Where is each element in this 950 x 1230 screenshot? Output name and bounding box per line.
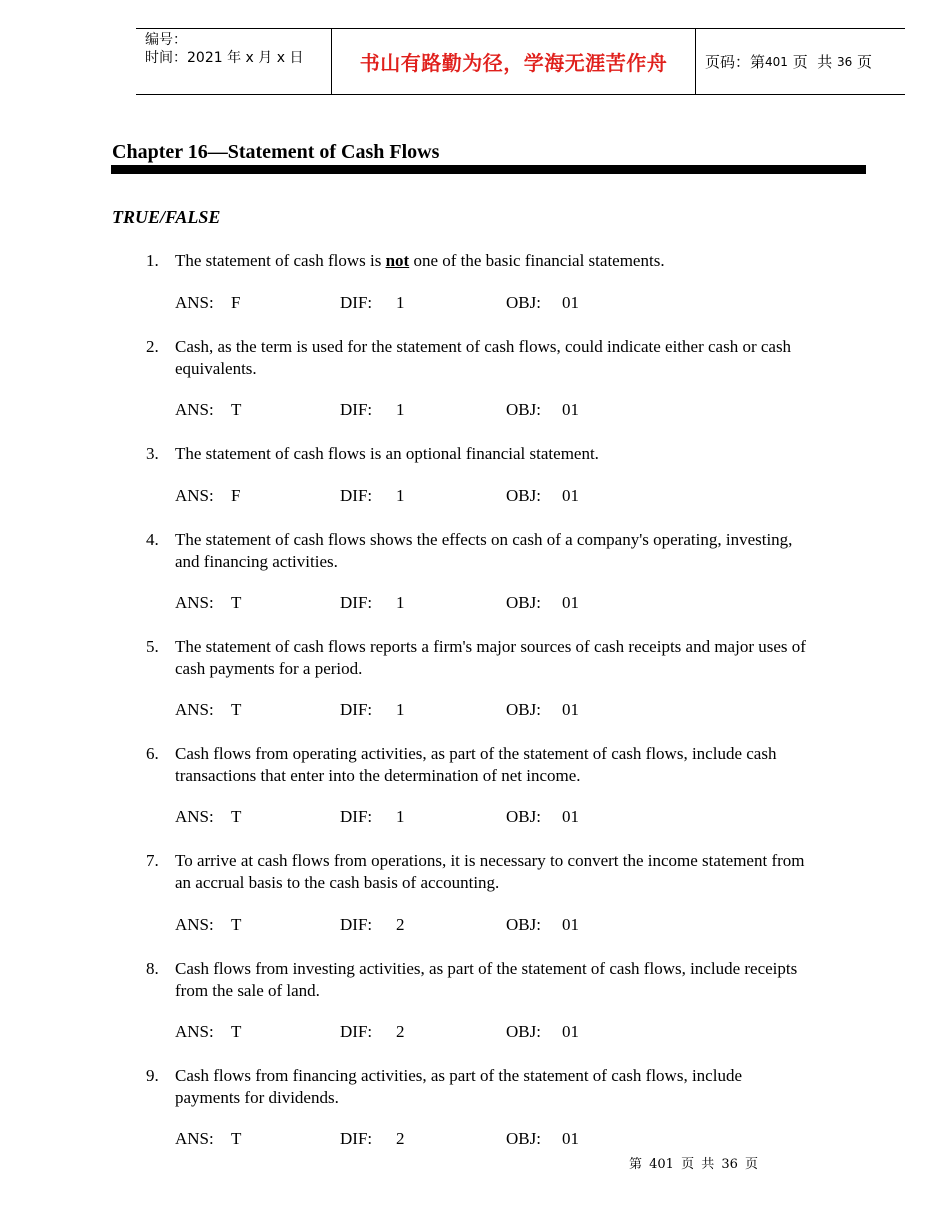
- dif-value: 2: [396, 1129, 405, 1148]
- question-number: 7.: [146, 851, 159, 870]
- question-number: 4.: [146, 530, 159, 549]
- dif-label: DIF:: [340, 293, 373, 312]
- question-number: 1.: [146, 251, 159, 270]
- question-line: Cash flows from operating activities, as part of the statement of cash flows, include cash: [175, 744, 777, 763]
- ans-label: ANS:: [175, 1022, 214, 1041]
- answer-row-6: [0, 807, 950, 829]
- question-text-part: one of the basic financial statements.: [409, 251, 665, 270]
- question-text: [175, 443, 870, 465]
- dif-value: 1: [396, 293, 405, 312]
- question-line: Cash flows from investing activities, as part of the statement of cash flows, include receipts: [175, 959, 798, 978]
- page-suffix: 页: [852, 53, 873, 71]
- question-line: The statement of cash flows is an optional financial statement.: [175, 444, 599, 463]
- question-line: To arrive at cash flows from operations, it is necessary to convert the income statement from: [175, 851, 805, 870]
- obj-label: OBJ:: [506, 915, 541, 934]
- question-line: Cash flows from financing activities, as part of the statement of cash flows, include: [175, 1066, 742, 1085]
- question-line: from the sale of land.: [175, 980, 320, 1000]
- question-line: The statement of cash flows reports a firm's major sources of cash receipts and major uses of: [175, 637, 806, 656]
- ans-value: T: [231, 1129, 242, 1148]
- question-text: [175, 743, 870, 786]
- answer-row-8: [0, 1022, 950, 1044]
- question-text-part: The statement of cash flows is: [175, 251, 386, 270]
- question-number: 5.: [146, 637, 159, 656]
- obj-value: 01: [562, 1022, 579, 1041]
- dif-value: 1: [396, 593, 405, 612]
- ans-value: T: [231, 1022, 242, 1041]
- question-text: [175, 958, 870, 1001]
- ans-value: F: [231, 293, 241, 312]
- ans-label: ANS:: [175, 915, 214, 934]
- page-mid: 页 共: [787, 53, 837, 71]
- ans-label: ANS:: [175, 807, 214, 826]
- question-line: equivalents.: [175, 358, 257, 378]
- question-line: and financing activities.: [175, 551, 338, 571]
- answer-row-2: [0, 400, 950, 422]
- dif-value: 2: [396, 1022, 405, 1041]
- answer-row-9: [0, 1129, 950, 1151]
- question-text: [175, 1065, 870, 1108]
- ans-label: ANS:: [175, 486, 214, 505]
- dif-value: 1: [396, 400, 405, 419]
- document-header: [136, 28, 905, 95]
- time-label: 时间：2021 年 x 月 x 日: [145, 50, 304, 66]
- question-text: [175, 336, 870, 379]
- dif-value: 2: [396, 915, 405, 934]
- question-emphasis: not: [385, 251, 410, 270]
- obj-value: 01: [562, 915, 579, 934]
- dif-value: 1: [396, 700, 405, 719]
- ans-value: T: [231, 700, 242, 719]
- question-line: transactions that enter into the determination of net income.: [175, 765, 581, 785]
- question-number: 6.: [146, 744, 159, 763]
- header-info-cell: [136, 29, 332, 94]
- question-text: [175, 636, 870, 679]
- ans-label: ANS:: [175, 593, 214, 612]
- obj-value: 01: [562, 1129, 579, 1148]
- obj-value: 01: [562, 293, 579, 312]
- question-text: [175, 850, 870, 893]
- ans-value: T: [231, 807, 242, 826]
- section-title: TRUE/FALSE: [112, 207, 221, 227]
- dif-label: DIF:: [340, 1022, 373, 1041]
- obj-label: OBJ:: [506, 807, 541, 826]
- obj-label: OBJ:: [506, 1022, 541, 1041]
- dif-label: DIF:: [340, 486, 373, 505]
- serial-number-label: 编号：: [145, 32, 187, 48]
- obj-label: OBJ:: [506, 400, 541, 419]
- obj-label: OBJ:: [506, 593, 541, 612]
- dif-label: DIF:: [340, 593, 373, 612]
- ans-label: ANS:: [175, 700, 214, 719]
- dif-label: DIF:: [340, 400, 373, 419]
- dif-label: DIF:: [340, 1129, 373, 1148]
- chapter-title: Chapter 16—Statement of Cash Flows: [112, 141, 440, 163]
- dif-value: 1: [396, 807, 405, 826]
- question-number: 3.: [146, 444, 159, 463]
- ans-label: ANS:: [175, 1129, 214, 1148]
- question-number: 9.: [146, 1066, 159, 1085]
- ans-value: F: [231, 486, 241, 505]
- dif-value: 1: [396, 486, 405, 505]
- question-text: [175, 250, 870, 272]
- page-prefix: 页码：第: [705, 53, 766, 71]
- dif-label: DIF:: [340, 807, 373, 826]
- obj-value: 01: [562, 593, 579, 612]
- question-text: [175, 529, 870, 572]
- dif-label: DIF:: [340, 915, 373, 934]
- question-line: payments for dividends.: [175, 1087, 339, 1107]
- question-line: an accrual basis to the cash basis of accounting.: [175, 872, 500, 892]
- obj-value: 01: [562, 400, 579, 419]
- ans-label: ANS:: [175, 293, 214, 312]
- obj-label: OBJ:: [506, 700, 541, 719]
- obj-label: OBJ:: [506, 1129, 541, 1148]
- answer-row-5: [0, 700, 950, 722]
- header-page-cell: [696, 29, 905, 94]
- ans-label: ANS:: [175, 400, 214, 419]
- page-total: 36: [837, 54, 853, 69]
- question-number: 8.: [146, 959, 159, 978]
- motto-text: 书山有路勤为径，学海无涯苦作舟: [359, 51, 668, 75]
- page-current: 401: [765, 54, 788, 69]
- ans-value: T: [231, 400, 242, 419]
- ans-value: T: [231, 915, 242, 934]
- question-line: cash payments for a period.: [175, 658, 363, 678]
- answer-row-4: [0, 593, 950, 615]
- dif-label: DIF:: [340, 700, 373, 719]
- obj-label: OBJ:: [506, 293, 541, 312]
- obj-value: 01: [562, 486, 579, 505]
- title-rule: [111, 165, 866, 174]
- obj-value: 01: [562, 807, 579, 826]
- header-motto-cell: [332, 29, 696, 94]
- obj-label: OBJ:: [506, 486, 541, 505]
- answer-row-3: [0, 486, 950, 508]
- answer-row-1: [0, 293, 950, 315]
- page-footer: 第 401 页 共 36 页: [629, 1157, 759, 1172]
- ans-value: T: [231, 593, 242, 612]
- question-line: The statement of cash flows shows the effects on cash of a company's operating, investing,: [175, 530, 793, 549]
- obj-value: 01: [562, 700, 579, 719]
- answer-row-7: [0, 915, 950, 937]
- question-line: Cash, as the term is used for the statement of cash flows, could indicate either cash or cash: [175, 337, 792, 356]
- question-number: 2.: [146, 337, 159, 356]
